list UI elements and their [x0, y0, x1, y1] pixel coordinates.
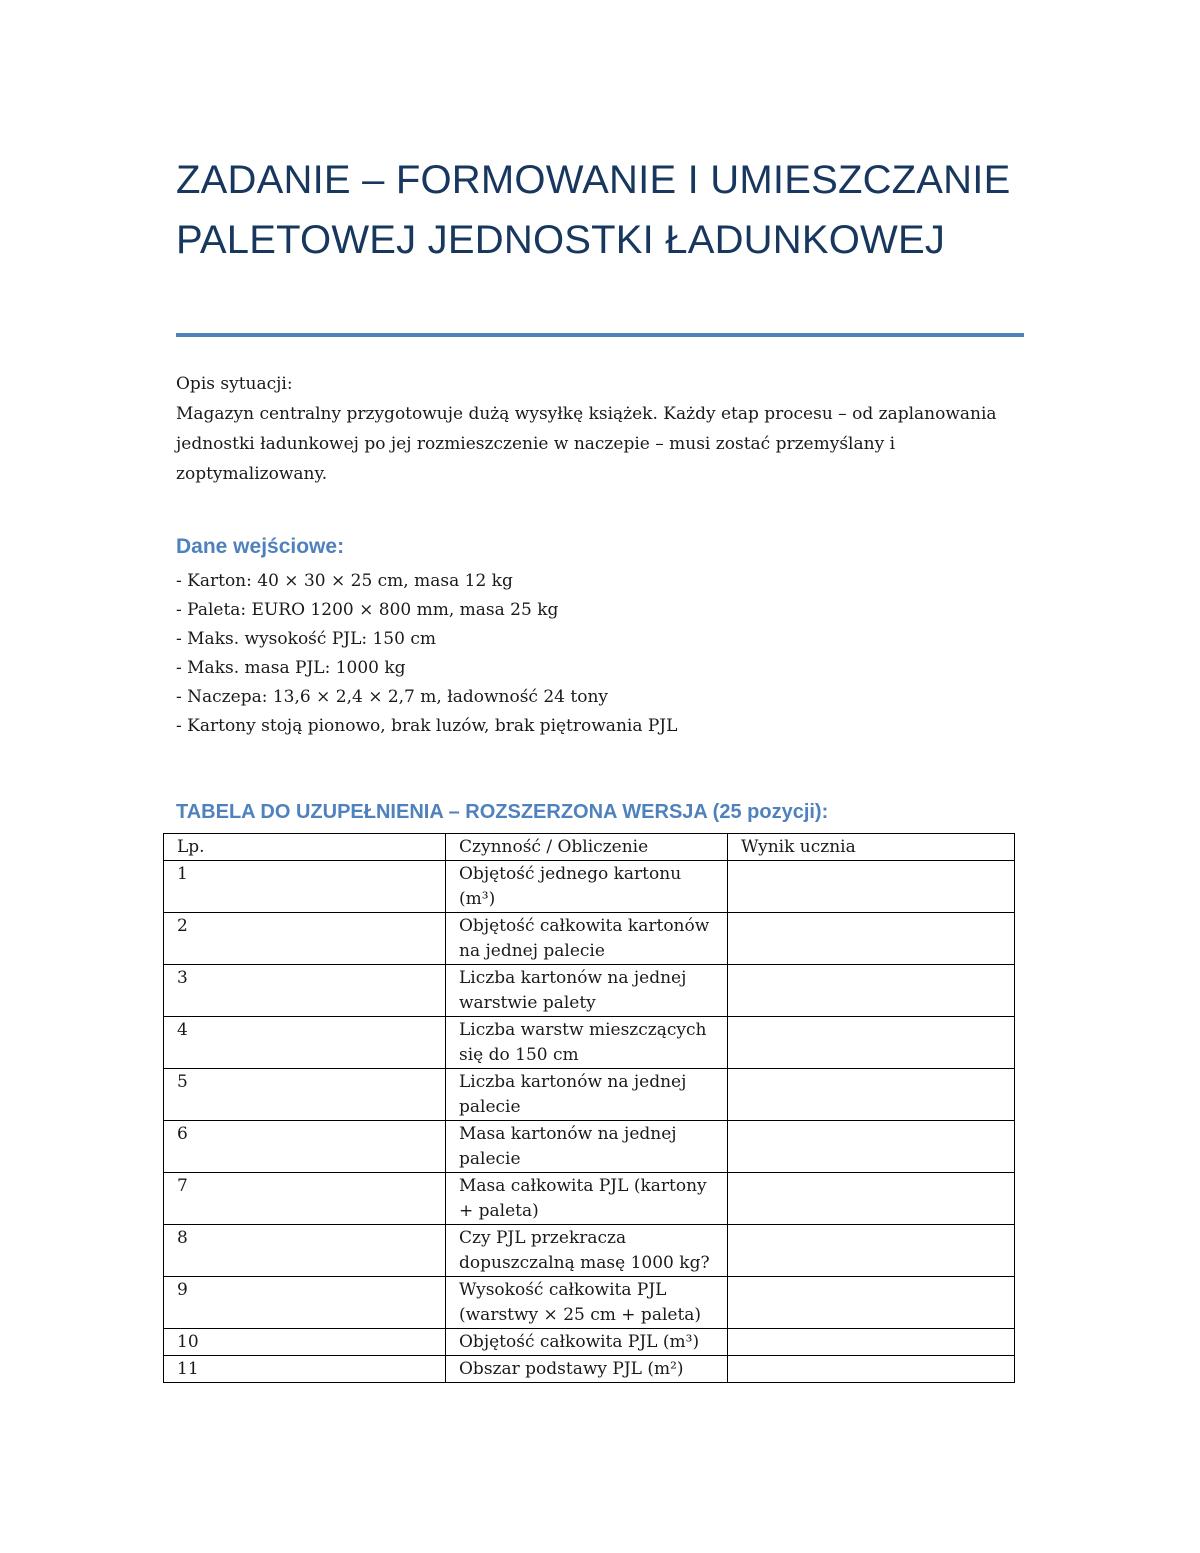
- table-row: [164, 1173, 1015, 1225]
- cell-activity: Masa kartonów na jednej palecie: [446, 1121, 728, 1173]
- cell-result[interactable]: [728, 1356, 1015, 1383]
- cell-lp: 7: [164, 1173, 446, 1225]
- cell-activity: Obszar podstawy PJL (m²): [446, 1356, 728, 1383]
- situation-label: Opis sytuacji:: [176, 374, 293, 394]
- cell-result[interactable]: [728, 965, 1015, 1017]
- cell-result[interactable]: [728, 1329, 1015, 1356]
- cell-result[interactable]: [728, 1069, 1015, 1121]
- table-row: [164, 913, 1015, 965]
- cell-lp: 2: [164, 913, 446, 965]
- cell-result[interactable]: [728, 1225, 1015, 1277]
- input-item: - Naczepa: 13,6 × 2,4 × 2,7 m, ładowność 24 tony: [176, 687, 609, 707]
- cell-activity: Objętość całkowita PJL (m³): [446, 1329, 728, 1356]
- input-data-list: [176, 567, 1026, 741]
- document-title: ZADANIE – FORMOWANIE I UMIESZCZANIE PALETOWEJ JEDNOSTKI ŁADUNKOWEJ: [176, 158, 1011, 262]
- cell-lp: 5: [164, 1069, 446, 1121]
- table-row: [164, 1121, 1015, 1173]
- cell-lp: 6: [164, 1121, 446, 1173]
- table-row: [164, 1017, 1015, 1069]
- title-underline: [176, 333, 1024, 337]
- cell-activity: Czy PJL przekracza dopuszczalną masę 1000 kg?: [446, 1225, 728, 1277]
- header-activity: Czynność / Obliczenie: [446, 834, 728, 861]
- table-row: [164, 1069, 1015, 1121]
- cell-lp: 1: [164, 861, 446, 913]
- cell-result[interactable]: [728, 1121, 1015, 1173]
- cell-activity: Liczba kartonów na jednej warstwie palety: [446, 965, 728, 1017]
- header-lp: Lp.: [164, 834, 446, 861]
- worksheet-table: [163, 833, 1015, 1383]
- input-item: - Kartony stoją pionowo, brak luzów, brak piętrowania PJL: [176, 716, 678, 736]
- cell-result[interactable]: [728, 913, 1015, 965]
- table-row: [164, 861, 1015, 913]
- cell-activity: Objętość całkowita kartonów na jednej palecie: [446, 913, 728, 965]
- cell-result[interactable]: [728, 861, 1015, 913]
- cell-activity: Liczba warstw mieszczących się do 150 cm: [446, 1017, 728, 1069]
- cell-result[interactable]: [728, 1017, 1015, 1069]
- cell-activity: Liczba kartonów na jednej palecie: [446, 1069, 728, 1121]
- cell-result[interactable]: [728, 1277, 1015, 1329]
- situation-text: Magazyn centralny przygotowuje dużą wysyłkę książek. Każdy etap procesu – od zaplanowania jednostki ładunkowej po jej rozmieszczenie w naczepie – musi zostać przemyślany i zoptymalizowany.: [176, 404, 997, 484]
- cell-lp: 8: [164, 1225, 446, 1277]
- table-row: [164, 1329, 1015, 1356]
- table-row: [164, 1277, 1015, 1329]
- cell-result[interactable]: [728, 1173, 1015, 1225]
- cell-lp: 11: [164, 1356, 446, 1383]
- table-row: [164, 1356, 1015, 1383]
- cell-activity: Masa całkowita PJL (kartony + paleta): [446, 1173, 728, 1225]
- table-heading: TABELA DO UZUPEŁNIENIA – ROZSZERZONA WERSJA (25 pozycji):: [176, 801, 829, 823]
- situation-description: [176, 369, 1026, 489]
- cell-lp: 3: [164, 965, 446, 1017]
- table-row: [164, 965, 1015, 1017]
- table-row: [164, 1225, 1015, 1277]
- cell-activity: Wysokość całkowita PJL (warstwy × 25 cm + paleta): [446, 1277, 728, 1329]
- header-result: Wynik ucznia: [728, 834, 1015, 861]
- input-item: - Karton: 40 × 30 × 25 cm, masa 12 kg: [176, 571, 513, 591]
- input-item: - Maks. masa PJL: 1000 kg: [176, 658, 406, 678]
- input-data-heading: Dane wejściowe:: [176, 535, 345, 558]
- cell-activity: Objętość jednego kartonu (m³): [446, 861, 728, 913]
- input-item: - Maks. wysokość PJL: 150 cm: [176, 629, 436, 649]
- table-header-row: [164, 834, 1015, 861]
- cell-lp: 4: [164, 1017, 446, 1069]
- cell-lp: 10: [164, 1329, 446, 1356]
- input-item: - Paleta: EURO 1200 × 800 mm, masa 25 kg: [176, 600, 559, 620]
- cell-lp: 9: [164, 1277, 446, 1329]
